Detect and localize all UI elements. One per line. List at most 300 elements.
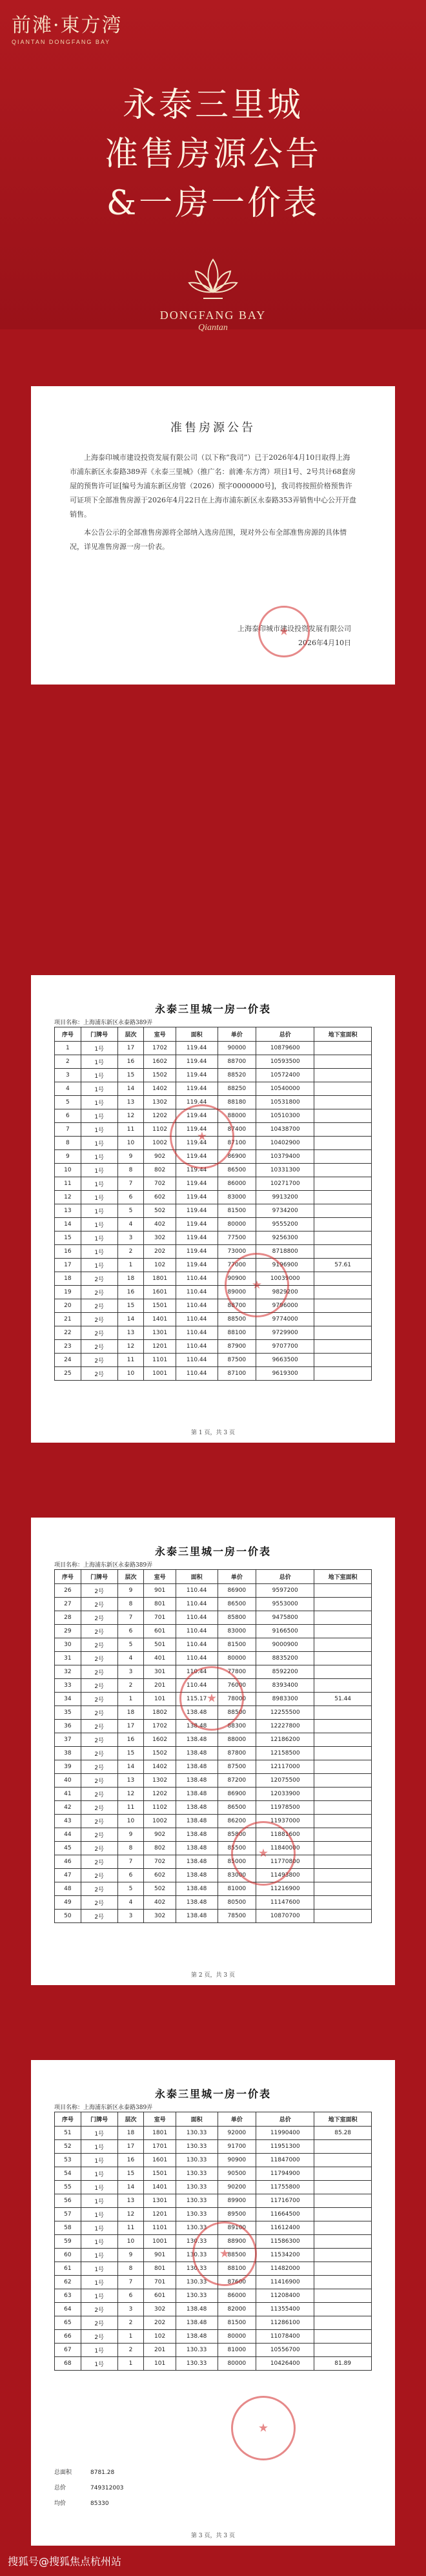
table-cell: 130.33 <box>176 2235 218 2249</box>
table-cell: 138.48 <box>176 1733 218 1747</box>
table-cell: 83000 <box>218 1869 256 1882</box>
table-cell: 5 <box>117 1882 144 1896</box>
table-cell: 2号 <box>81 1367 117 1381</box>
table-cell: 1302 <box>144 1096 176 1109</box>
table-cell: 1502 <box>144 1747 176 1760</box>
table-cell: 89100 <box>218 2221 256 2235</box>
table-row <box>55 1611 372 1625</box>
table-cell: 4 <box>117 1218 144 1231</box>
column-header: 室号 <box>144 1570 176 1584</box>
table-cell: 1501 <box>144 1299 176 1313</box>
column-header: 门牌号 <box>81 2112 117 2127</box>
table-cell: 1801 <box>144 2127 176 2140</box>
table-cell <box>314 1801 372 1815</box>
table-cell: 13 <box>55 1204 81 1218</box>
table-cell: 15 <box>55 1231 81 1245</box>
table-cell <box>314 2303 372 2316</box>
table-cell: 2号 <box>81 1299 117 1313</box>
table-cell: 16 <box>117 1286 144 1299</box>
table-cell: 92000 <box>218 2127 256 2140</box>
table-cell: 9734200 <box>256 1204 314 1218</box>
table-cell <box>314 1096 372 1109</box>
table-row <box>55 1855 372 1869</box>
table-cell <box>314 1109 372 1123</box>
table-cell: 2号 <box>81 1774 117 1788</box>
table-cell: 81000 <box>218 2344 256 2357</box>
table-cell: 110.44 <box>176 1625 218 1638</box>
table-row <box>55 1069 372 1082</box>
table-cell: 10039000 <box>256 1272 314 1286</box>
table-cell: 7 <box>117 1855 144 1869</box>
table-cell: 10 <box>55 1164 81 1177</box>
table-cell: 46 <box>55 1855 81 1869</box>
table-cell: 22 <box>55 1326 81 1340</box>
table-cell: 14 <box>117 2181 144 2194</box>
table-cell: 11 <box>117 1801 144 1815</box>
table-cell <box>314 1788 372 1801</box>
table-cell: 90500 <box>218 2167 256 2181</box>
table-cell: 138.48 <box>176 2330 218 2344</box>
table-cell: 1号 <box>81 1259 117 1272</box>
table-cell: 38 <box>55 1747 81 1760</box>
seal-icon <box>179 1666 244 1731</box>
table-cell <box>314 1218 372 1231</box>
table-cell: 2号 <box>81 1652 117 1665</box>
table-cell: 11881600 <box>256 1828 314 1842</box>
table-cell: 11847000 <box>256 2154 314 2167</box>
table-cell: 11 <box>117 1354 144 1367</box>
table-cell: 27 <box>55 1598 81 1611</box>
table-cell: 80000 <box>218 1218 256 1231</box>
table-cell: 2号 <box>81 1598 117 1611</box>
notice-body <box>70 451 356 558</box>
table-cell: 11534200 <box>256 2249 314 2262</box>
table-cell: 88000 <box>218 1733 256 1747</box>
table-cell <box>314 1231 372 1245</box>
table-cell: 1号 <box>81 2221 117 2235</box>
table-cell: 91700 <box>218 2140 256 2154</box>
table-cell: 1 <box>117 2330 144 2344</box>
table-cell: 2号 <box>81 1882 117 1896</box>
table-row <box>55 1367 372 1381</box>
table-cell: 11770800 <box>256 1855 314 1869</box>
column-header: 单价 <box>218 2112 256 2127</box>
table-row <box>55 1760 372 1774</box>
table-cell: 1001 <box>144 2235 176 2249</box>
table-cell: 130.33 <box>176 2262 218 2276</box>
table-cell: 51.44 <box>314 1693 372 1706</box>
title-line-1: 永泰三里城 <box>122 86 303 125</box>
table-cell <box>314 1869 372 1882</box>
table-cell: 77500 <box>218 1231 256 1245</box>
page-number: 第 2 页，共 3 页 <box>191 1972 235 1979</box>
table-cell <box>314 1679 372 1693</box>
table-cell <box>314 1733 372 1747</box>
table-cell: 85.28 <box>314 2127 372 2140</box>
table-cell: 3 <box>55 1069 81 1082</box>
table-row <box>55 1042 372 1055</box>
table-cell: 41 <box>55 1788 81 1801</box>
table-cell: 1301 <box>144 2194 176 2208</box>
table-cell: 10271700 <box>256 1177 314 1191</box>
table-cell: 119.44 <box>176 1109 218 1123</box>
table-cell: 110.44 <box>176 1313 218 1326</box>
table-cell: 119.44 <box>176 1231 218 1245</box>
table-cell <box>314 1042 372 1055</box>
table-cell: 1302 <box>144 1774 176 1788</box>
table-cell: 2号 <box>81 1340 117 1354</box>
table-cell: 902 <box>144 1828 176 1842</box>
table-cell <box>314 1055 372 1069</box>
notice-title: 准售房源公告 <box>170 421 256 435</box>
table-cell: 33 <box>55 1679 81 1693</box>
column-header: 地下室面积 <box>314 1570 372 1584</box>
table-cell: 8835200 <box>256 1652 314 1665</box>
table-cell: 138.48 <box>176 1720 218 1733</box>
table-cell: 10510300 <box>256 1109 314 1123</box>
table-cell: 902 <box>144 1150 176 1164</box>
table-cell: 61 <box>55 2262 81 2276</box>
table-cell: 4 <box>55 1082 81 1096</box>
table-cell: 11216900 <box>256 1882 314 1896</box>
table-cell: 12 <box>117 1340 144 1354</box>
table-cell: 110.44 <box>176 1354 218 1367</box>
table-cell <box>314 2330 372 2344</box>
column-header: 总价 <box>256 2112 314 2127</box>
table-cell: 51 <box>55 2127 81 2140</box>
column-header: 序号 <box>55 1027 81 1042</box>
column-header: 面积 <box>176 1570 218 1584</box>
column-header: 室号 <box>144 2112 176 2127</box>
table-cell <box>314 2262 372 2276</box>
table-cell: 130.33 <box>176 2140 218 2154</box>
table-cell: 119.44 <box>176 1177 218 1191</box>
table-row <box>55 1882 372 1896</box>
table-cell <box>314 2181 372 2194</box>
table-cell <box>314 2344 372 2357</box>
table-cell: 14 <box>55 1218 81 1231</box>
table-cell: 115.17 <box>176 1693 218 1706</box>
table-cell <box>314 1652 372 1665</box>
table-cell: 119.44 <box>176 1042 218 1055</box>
table-cell: 28 <box>55 1611 81 1625</box>
price-table-page-3 <box>31 2060 395 2546</box>
table-cell: 9475800 <box>256 1611 314 1625</box>
table-cell: 9 <box>117 1150 144 1164</box>
table-cell: 2号 <box>81 1720 117 1733</box>
table-cell: 1 <box>55 1042 81 1055</box>
table-cell: 35 <box>55 1706 81 1720</box>
table-title: 永泰三里城一房一价表 <box>154 1545 271 1558</box>
table-cell <box>314 1164 372 1177</box>
table-cell: 9729900 <box>256 1326 314 1340</box>
table-cell: 18 <box>55 1272 81 1286</box>
table-cell: 138.48 <box>176 2316 218 2330</box>
lotus-logo-icon <box>184 253 242 305</box>
column-header: 面积 <box>176 2112 218 2127</box>
table-row <box>55 2154 372 2167</box>
table-cell: 119.44 <box>176 1123 218 1137</box>
table-cell: 6 <box>117 2289 144 2303</box>
table-cell: 1号 <box>81 1191 117 1204</box>
table-cell: 81500 <box>218 1638 256 1652</box>
table-cell: 83000 <box>218 1625 256 1638</box>
table-cell: 10 <box>117 2235 144 2249</box>
table-cell: 1号 <box>81 1245 117 1259</box>
table-cell: 2号 <box>81 1869 117 1882</box>
table-cell: 9774000 <box>256 1313 314 1326</box>
table-cell: 16 <box>55 1245 81 1259</box>
table-cell: 2号 <box>81 1611 117 1625</box>
table-cell: 15 <box>117 1299 144 1313</box>
table-cell: 37 <box>55 1733 81 1747</box>
table-cell <box>314 1245 372 1259</box>
table-cell: 10331300 <box>256 1164 314 1177</box>
column-header: 地下室面积 <box>314 1027 372 1042</box>
table-cell: 1602 <box>144 1733 176 1747</box>
price-table-page-2 <box>31 1518 395 1985</box>
table-cell: 86900 <box>218 1584 256 1598</box>
table-cell: 10879600 <box>256 1042 314 1055</box>
logo-text: DONGFANG BAY <box>159 309 267 322</box>
table-cell: 86200 <box>218 1815 256 1828</box>
table-cell: 130.33 <box>176 2276 218 2289</box>
table-cell: 102 <box>144 1259 176 1272</box>
table-cell: 2号 <box>81 1706 117 1720</box>
table-cell <box>314 1611 372 1625</box>
table-cell: 11951300 <box>256 2140 314 2154</box>
table-cell: 7 <box>117 2276 144 2289</box>
table-cell: 11716700 <box>256 2194 314 2208</box>
table-cell: 1号 <box>81 2194 117 2208</box>
table-cell: 5 <box>55 1096 81 1109</box>
table-row <box>55 1354 372 1367</box>
table-cell: 102 <box>144 2330 176 2344</box>
table-cell: 1 <box>117 1259 144 1272</box>
table-cell: 2号 <box>81 1842 117 1855</box>
table-row <box>55 1286 372 1299</box>
table-cell: 8 <box>117 2262 144 2276</box>
table-cell <box>314 1150 372 1164</box>
table-cell <box>314 2208 372 2221</box>
table-cell <box>314 2194 372 2208</box>
table-cell: 702 <box>144 1177 176 1191</box>
table-cell: 11840000 <box>256 1842 314 1855</box>
table-cell: 8983300 <box>256 1693 314 1706</box>
table-cell: 1号 <box>81 1137 117 1150</box>
table-row <box>55 1204 372 1218</box>
table-cell: 57 <box>55 2208 81 2221</box>
table-cell: 1号 <box>81 1042 117 1055</box>
table-cell: 119.44 <box>176 1191 218 1204</box>
table-cell: 42 <box>55 1801 81 1815</box>
table-cell: 110.44 <box>176 1326 218 1340</box>
table-row <box>55 1788 372 1801</box>
table-cell: 44 <box>55 1828 81 1842</box>
table-cell: 15 <box>117 1747 144 1760</box>
table-cell: 85800 <box>218 1828 256 1842</box>
table-cell: 138.48 <box>176 1869 218 1882</box>
table-cell: 2号 <box>81 2330 117 2344</box>
table-cell: 11355400 <box>256 2303 314 2316</box>
table-cell <box>314 1774 372 1788</box>
table-cell <box>314 1313 372 1326</box>
table-cell: 801 <box>144 2262 176 2276</box>
summary-row: 总面积 8781.28 <box>54 2469 115 2476</box>
table-cell: 12 <box>117 1788 144 1801</box>
column-header: 室号 <box>144 1027 176 1042</box>
table-cell: 1号 <box>81 2249 117 2262</box>
table-cell: 9256300 <box>256 1231 314 1245</box>
table-cell: 18 <box>117 2127 144 2140</box>
table-cell: 2 <box>117 2344 144 2357</box>
notice-page <box>31 386 395 685</box>
table-cell: 85800 <box>218 1611 256 1625</box>
table-cell: 18 <box>117 1272 144 1286</box>
table-cell: 12227800 <box>256 1720 314 1733</box>
column-header: 序号 <box>55 1570 81 1584</box>
table-cell: 13 <box>117 1326 144 1340</box>
table-cell <box>314 2140 372 2154</box>
table-cell: 1501 <box>144 2167 176 2181</box>
table-cell: 110.44 <box>176 1679 218 1693</box>
table-cell: 1301 <box>144 1326 176 1340</box>
table-cell: 10572400 <box>256 1069 314 1082</box>
table-cell: 11794900 <box>256 2167 314 2181</box>
table-cell: 302 <box>144 1910 176 1923</box>
table-cell: 12 <box>117 1109 144 1123</box>
table-cell: 8393400 <box>256 1679 314 1693</box>
table-cell: 501 <box>144 1638 176 1652</box>
table-row <box>55 2357 372 2371</box>
table-cell: 2号 <box>81 1354 117 1367</box>
table-cell: 130.33 <box>176 2194 218 2208</box>
table-cell: 119.44 <box>176 1096 218 1109</box>
table-cell: 138.48 <box>176 1896 218 1910</box>
table-cell: 10556700 <box>256 2344 314 2357</box>
table-cell: 1101 <box>144 1354 176 1367</box>
table-cell: 110.44 <box>176 1652 218 1665</box>
table-cell: 12186200 <box>256 1733 314 1747</box>
table-cell: 1号 <box>81 1082 117 1096</box>
table-cell: 119.44 <box>176 1082 218 1096</box>
table-cell: 86900 <box>218 1788 256 1801</box>
table-cell <box>314 1286 372 1299</box>
table-cell: 2 <box>117 1245 144 1259</box>
table-cell: 60 <box>55 2249 81 2262</box>
table-cell <box>314 1855 372 1869</box>
table-cell: 9597200 <box>256 1584 314 1598</box>
table-row <box>55 1584 372 1598</box>
table-cell: 130.33 <box>176 2249 218 2262</box>
table-cell: 502 <box>144 1882 176 1896</box>
table-cell: 701 <box>144 1611 176 1625</box>
table-cell: 2号 <box>81 1855 117 1869</box>
table-cell: 201 <box>144 2344 176 2357</box>
table-cell: 110.44 <box>176 1638 218 1652</box>
table-cell: 76000 <box>218 1679 256 1693</box>
table-cell: 9619300 <box>256 1367 314 1381</box>
table-cell: 13 <box>117 1096 144 1109</box>
table-cell: 88000 <box>218 1109 256 1123</box>
table-cell: 57.61 <box>314 1259 372 1272</box>
column-header: 门牌号 <box>81 1570 117 1584</box>
table-cell: 89000 <box>218 1286 256 1299</box>
table-cell: 119.44 <box>176 1218 218 1231</box>
table-cell: 9 <box>117 1828 144 1842</box>
table-cell: 12117000 <box>256 1760 314 1774</box>
table-title: 永泰三里城一房一价表 <box>154 1003 271 1015</box>
table-cell: 2号 <box>81 1584 117 1598</box>
table-cell: 2号 <box>81 1679 117 1693</box>
table-cell: 1号 <box>81 2357 117 2371</box>
table-cell: 1202 <box>144 1109 176 1123</box>
table-cell: 110.44 <box>176 1299 218 1313</box>
table-cell: 39 <box>55 1760 81 1774</box>
table-cell: 11937000 <box>256 1815 314 1828</box>
company-name: 上海泰印城市建设投资发展有限公司 <box>238 624 351 633</box>
table-cell: 52 <box>55 2140 81 2154</box>
table-cell: 50 <box>55 1910 81 1923</box>
table-cell: 1502 <box>144 1069 176 1082</box>
table-row <box>55 2194 372 2208</box>
seal-icon <box>225 1253 289 1317</box>
table-cell: 21 <box>55 1313 81 1326</box>
table-row <box>55 1652 372 1665</box>
table-cell: 78500 <box>218 1910 256 1923</box>
table-cell: 138.48 <box>176 1774 218 1788</box>
table-cell: 87100 <box>218 1367 256 1381</box>
column-header: 单价 <box>218 1570 256 1584</box>
table-cell: 8 <box>117 1598 144 1611</box>
table-cell: 12033900 <box>256 1788 314 1801</box>
table-cell: 1号 <box>81 2276 117 2289</box>
table-cell: 1601 <box>144 2154 176 2167</box>
table-cell <box>314 1896 372 1910</box>
table-cell: 16 <box>117 2154 144 2167</box>
table-cell: 86500 <box>218 1164 256 1177</box>
table-cell: 82000 <box>218 2303 256 2316</box>
table-cell: 47 <box>55 1869 81 1882</box>
table-cell: 15 <box>117 2167 144 2181</box>
table-cell: 1号 <box>81 2140 117 2154</box>
company-seal-icon <box>258 606 310 657</box>
table-cell: 59 <box>55 2235 81 2249</box>
table-cell: 130.33 <box>176 2127 218 2140</box>
table-cell: 901 <box>144 1584 176 1598</box>
table-cell: 130.33 <box>176 2357 218 2371</box>
table-cell: 88100 <box>218 1326 256 1340</box>
table-cell: 1201 <box>144 1340 176 1354</box>
table-cell <box>314 2167 372 2181</box>
table-cell: 77000 <box>218 1259 256 1272</box>
table-cell: 2号 <box>81 1638 117 1652</box>
table-cell: 2号 <box>81 1733 117 1747</box>
logo-subtext: Qiantan <box>198 323 228 333</box>
table-cell: 89900 <box>218 2194 256 2208</box>
table-cell: 24 <box>55 1354 81 1367</box>
table-cell <box>314 1706 372 1720</box>
table-cell: 11482000 <box>256 2262 314 2276</box>
table-row <box>55 1082 372 1096</box>
summary-row: 均价 85330 <box>54 2500 109 2507</box>
table-cell: 1402 <box>144 1760 176 1774</box>
table-cell: 6 <box>117 1191 144 1204</box>
table-cell: 401 <box>144 1652 176 1665</box>
table-row <box>55 1259 372 1272</box>
table-cell: 12255500 <box>256 1706 314 1720</box>
table-cell: 1号 <box>81 2344 117 2357</box>
